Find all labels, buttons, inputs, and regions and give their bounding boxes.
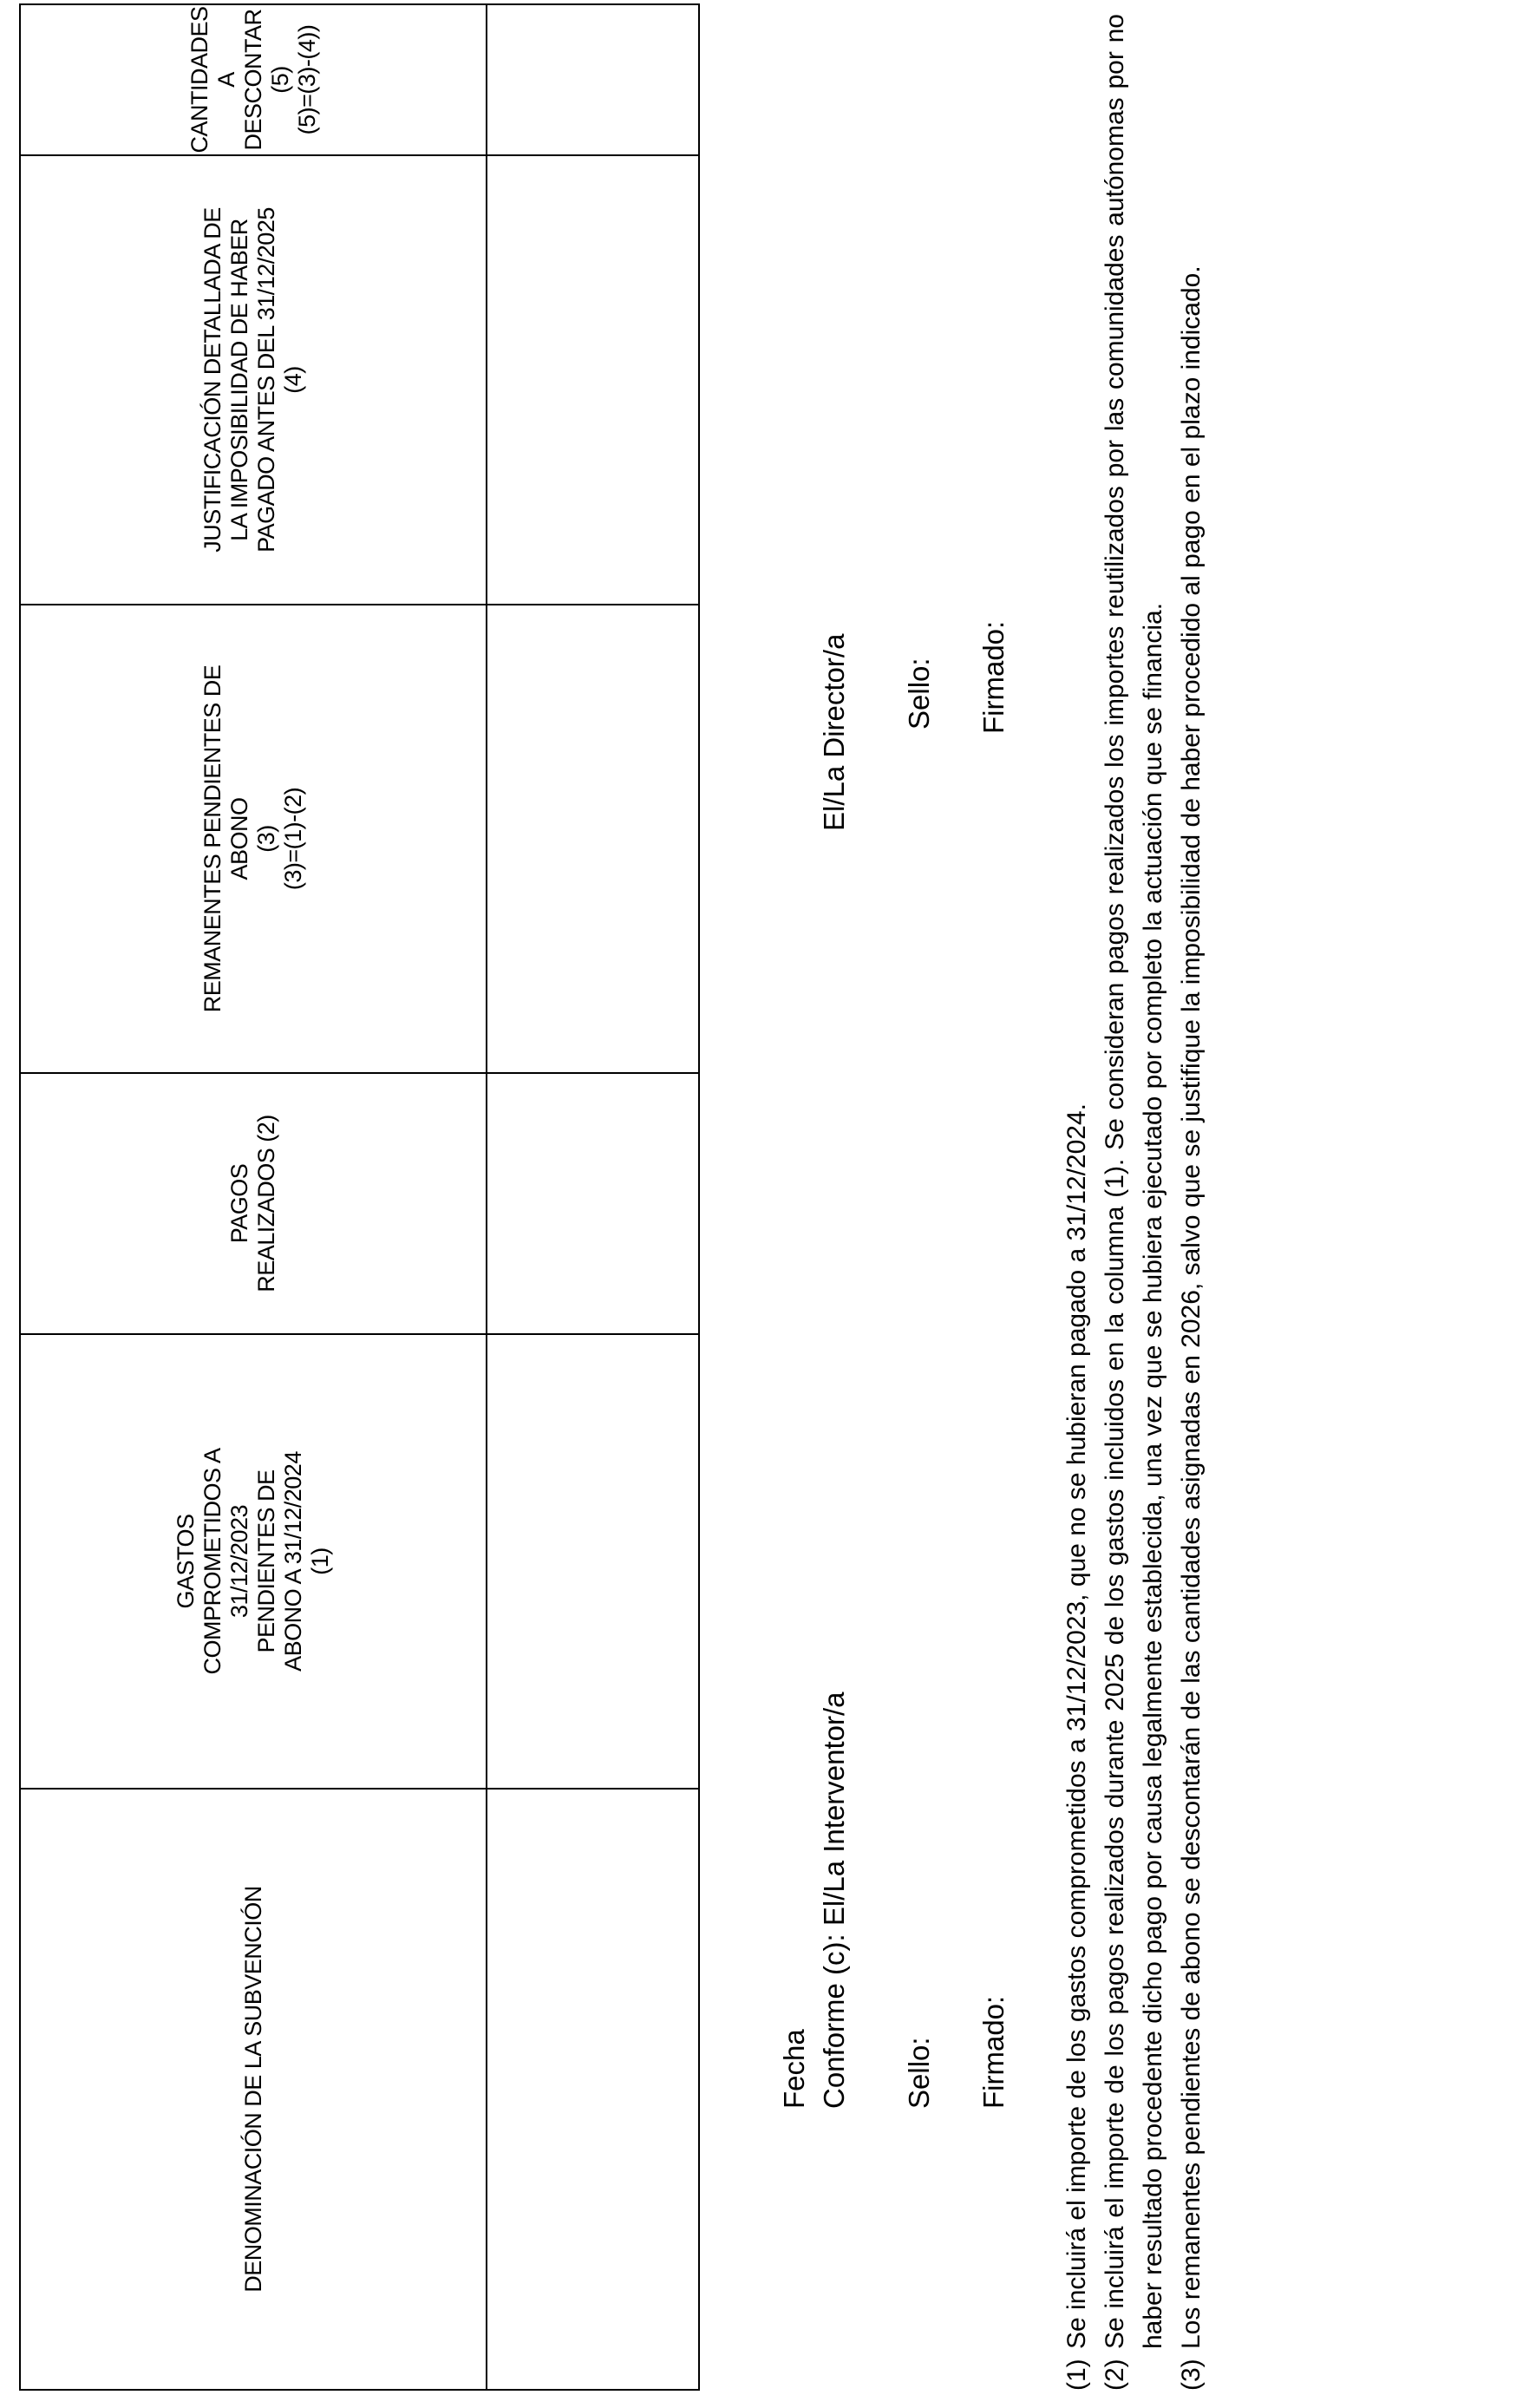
- header-justificacion-label: JUSTIFICACIÓN DETALLADA DE LA IMPOSIBILIDAD DE HABER PAGADO ANTES DEL 31/12/2025 (4): [199, 207, 306, 553]
- table-header-row: [21, 5, 487, 2389]
- header-gastos-comprometidos: [21, 1333, 486, 1788]
- table-row: [487, 5, 698, 2389]
- cell-cantidades-descontar[interactable]: [487, 5, 698, 154]
- cell-remanentes[interactable]: [487, 604, 698, 1072]
- sello-left-label: Sello:: [903, 2037, 935, 2109]
- header-gastos-comprometidos-label: GASTOS COMPROMETIDOS A 31/12/2023 PENDIENTES DE ABONO A 31/12/2024 (1): [173, 1448, 333, 1675]
- cell-justificacion[interactable]: [487, 154, 698, 604]
- header-denominacion: [21, 1788, 486, 2389]
- footnote-1-text: Se incluirá el importe de los gastos comprometidos a 31/12/2023, que no se hubieran pagado a 31/12/2024.: [1062, 1103, 1091, 2349]
- header-denominacion-label: DENOMINACIÓN DE LA SUBVENCIÓN: [239, 1886, 266, 2293]
- fecha-label: Fecha: [778, 2029, 810, 2109]
- header-cantidades-descontar: [21, 5, 486, 154]
- footnote-2-text: Se incluirá el importe de los pagos realizados durante 2025 de los gastos incluidos en la columna (1). Se consideran pagos realizados los importes reutilizados por las comunidades autónomas por no haber resultado procedente dicho pago por causa legalmente establecida, una vez que se hubiera ejecutado por completo la actuación que se financia.: [1101, 14, 1167, 2349]
- firmado-right-label: Firmado:: [977, 620, 1010, 734]
- header-remanentes-label: REMANENTES PENDIENTES DE ABONO (3) (3)=(1)-(2): [199, 664, 306, 1013]
- footnote-3-text: Los remanentes pendientes de abono se descontarán de las cantidades asignadas en 2026, salvo que se justifique la imposibilidad de haber procedido al pago en el plazo indicado.: [1177, 265, 1206, 2349]
- cell-denominacion[interactable]: [487, 1788, 698, 2389]
- footnote-3: [1173, 14, 1211, 2391]
- footnotes: [1058, 14, 1211, 2391]
- footnote-1: [1058, 14, 1096, 2391]
- firmado-left-label: Firmado:: [977, 1995, 1010, 2109]
- sello-right-label: Sello:: [903, 658, 935, 730]
- cell-gastos-comprometidos[interactable]: [487, 1333, 698, 1788]
- footnote-2-number: (2): [1101, 2359, 1129, 2391]
- header-cantidades-descontar-label: CANTIDADES A DESCONTAR (5) (5)=(3)-(4)): [186, 6, 320, 154]
- footnote-3-number: (3): [1177, 2359, 1206, 2391]
- interventor-title: Conforme (c): El/La Interventor/a: [818, 1691, 850, 2109]
- footnote-2: [1096, 14, 1173, 2391]
- header-justificacion: [21, 154, 486, 604]
- subsidy-table: [19, 3, 700, 2391]
- header-pagos-realizados: [21, 1072, 486, 1333]
- footnote-1-number: (1): [1062, 2359, 1091, 2391]
- header-pagos-realizados-label: PAGOS REALIZADOS (2): [226, 1115, 279, 1292]
- director-title: El/La Director/a: [818, 633, 850, 831]
- header-remanentes: [21, 604, 486, 1072]
- cell-pagos-realizados[interactable]: [487, 1072, 698, 1333]
